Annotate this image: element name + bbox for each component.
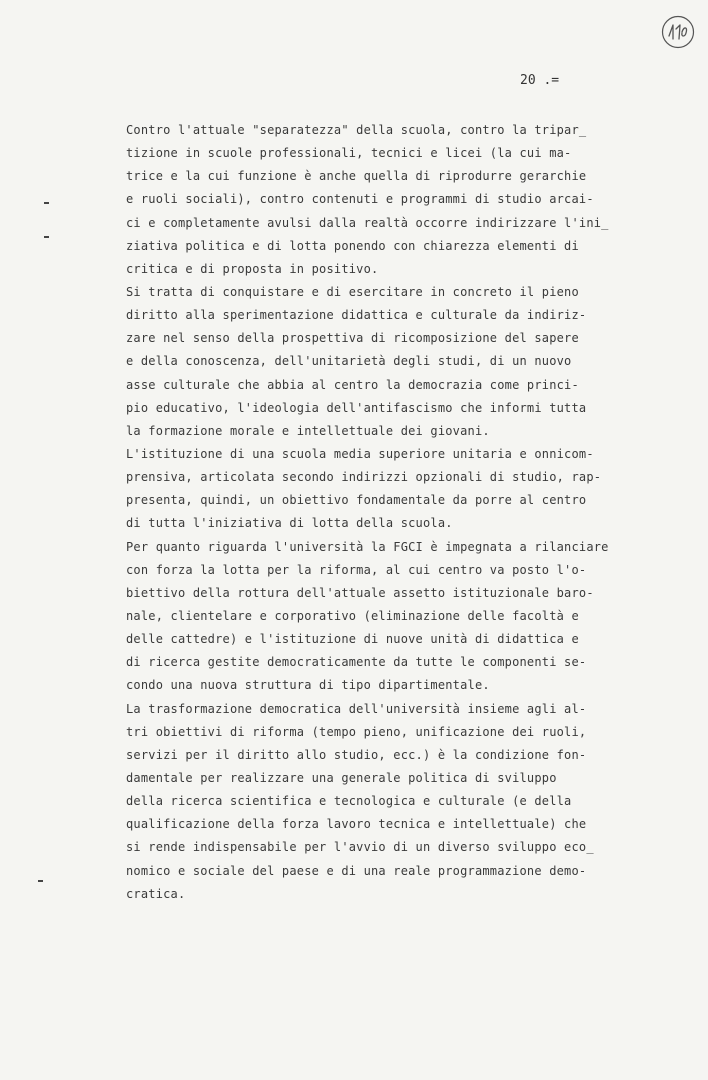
text-line: condo una nuova struttura di tipo dipartimentale. [126,678,490,693]
text-line: con forza la lotta per la riforma, al cui centro va posto l'o- [126,562,587,577]
text-line: tizione in scuole professionali, tecnici e licei (la cui ma- [126,146,572,161]
text-line: La trasformazione democratica dell'università insieme agli al- [126,701,587,716]
text-line: critica e di proposta in positivo. [126,261,379,276]
circled-number-stamp-icon [660,14,696,50]
text-line: ziativa politica e di lotta ponendo con chiarezza elementi di [126,238,579,253]
text-line: si rende indispensabile per l'avvio di un diverso sviluppo eco_ [126,840,594,855]
archive-stamp [660,14,696,50]
text-line: ci e completamente avulsi dalla realtà occorre indirizzare l'ini_ [126,215,609,230]
text-line: delle cattedre) e l'istituzione di nuove unità di didattica e [126,632,579,647]
text-line: prensiva, articolata secondo indirizzi opzionali di studio, rap- [126,470,602,485]
margin-mark [38,880,43,882]
text-line: biettivo della rottura dell'attuale assetto istituzionale baro- [126,585,594,600]
text-line: della ricerca scientifica e tecnologica e culturale (e della [126,794,572,809]
text-line: presenta, quindi, un obiettivo fondamentale da porre al centro [126,493,587,508]
text-line: damentale per realizzare una generale politica di sviluppo [126,770,557,785]
page-number: 20 .= [520,73,560,88]
text-line: nale, clientelare e corporativo (eliminazione delle facoltà e [126,608,579,623]
text-line: servizi per il diritto allo studio, ecc.) è la condizione fon- [126,747,587,762]
text-line: asse culturale che abbia al centro la democrazia come princi- [126,377,579,392]
text-line: e ruoli sociali), contro contenuti e programmi di studio arcai- [126,192,594,207]
text-line: pio educativo, l'ideologia dell'antifascismo che informi tutta [126,400,587,415]
text-line: zare nel senso della prospettiva di ricomposizione del sapere [126,331,579,346]
text-line: L'istituzione di una scuola media superiore unitaria e onnicom- [126,446,594,461]
text-line: qualificazione della forza lavoro tecnica e intellettuale) che [126,817,587,832]
margin-mark [44,236,49,238]
text-line: e della conoscenza, dell'unitarietà degli studi, di un nuovo [126,354,572,369]
text-line: cratica. [126,886,186,901]
text-line: trice e la cui funzione è anche quella di riprodurre gerarchie [126,169,587,184]
text-line: di ricerca gestite democraticamente da tutte le componenti se- [126,655,587,670]
text-line: Si tratta di conquistare e di esercitare in concreto il pieno [126,284,579,299]
margin-mark [44,202,49,204]
text-line: tri obiettivi di riforma (tempo pieno, unificazione dei ruoli, [126,724,587,739]
text-line: di tutta l'iniziativa di lotta della scuola. [126,516,453,531]
body-text [126,119,666,906]
text-line: nomico e sociale del paese e di una reale programmazione demo- [126,863,587,878]
text-line: diritto alla sperimentazione didattica e culturale da indiriz- [126,308,587,323]
text-line: la formazione morale e intellettuale dei giovani. [126,423,490,438]
text-line: Contro l'attuale "separatezza" della scuola, contro la tripar_ [126,123,587,137]
text-line: Per quanto riguarda l'università la FGCI è impegnata a rilanciare [126,539,609,554]
